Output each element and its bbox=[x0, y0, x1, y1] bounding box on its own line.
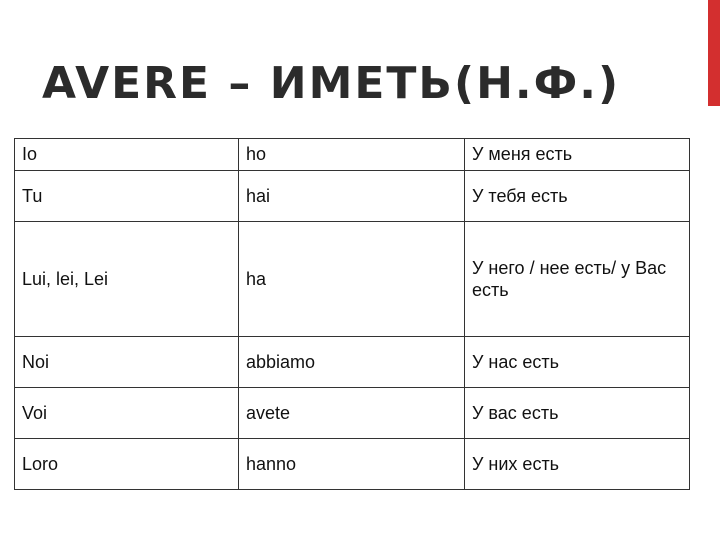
verb-cell: ho bbox=[239, 139, 465, 171]
table-row bbox=[15, 337, 690, 388]
pronoun-cell: Io bbox=[15, 139, 239, 171]
translation-cell: У них есть bbox=[465, 439, 690, 490]
translation-cell: У меня есть bbox=[465, 139, 690, 171]
pronoun-cell: Tu bbox=[15, 171, 239, 222]
table-row bbox=[15, 388, 690, 439]
pronoun-cell: Lui, lei, Lei bbox=[15, 222, 239, 337]
translation-cell: У тебя есть bbox=[465, 171, 690, 222]
pronoun-cell: Noi bbox=[15, 337, 239, 388]
verb-cell: hanno bbox=[239, 439, 465, 490]
pronoun-cell: Loro bbox=[15, 439, 239, 490]
table-row bbox=[15, 439, 690, 490]
verb-cell: abbiamo bbox=[239, 337, 465, 388]
verb-cell: hai bbox=[239, 171, 465, 222]
table-row bbox=[15, 222, 690, 337]
translation-cell: У вас есть bbox=[465, 388, 690, 439]
verb-cell: ha bbox=[239, 222, 465, 337]
accent-bar bbox=[708, 0, 720, 106]
table-row bbox=[15, 139, 690, 171]
conjugation-table bbox=[14, 138, 690, 490]
table-row bbox=[15, 171, 690, 222]
slide-title: AVERE – ИМЕТЬ(Н.Ф.) bbox=[42, 58, 621, 109]
translation-cell: У нас есть bbox=[465, 337, 690, 388]
pronoun-cell: Voi bbox=[15, 388, 239, 439]
translation-cell: У него / нее есть/ у Вас есть bbox=[465, 222, 690, 337]
verb-cell: avete bbox=[239, 388, 465, 439]
